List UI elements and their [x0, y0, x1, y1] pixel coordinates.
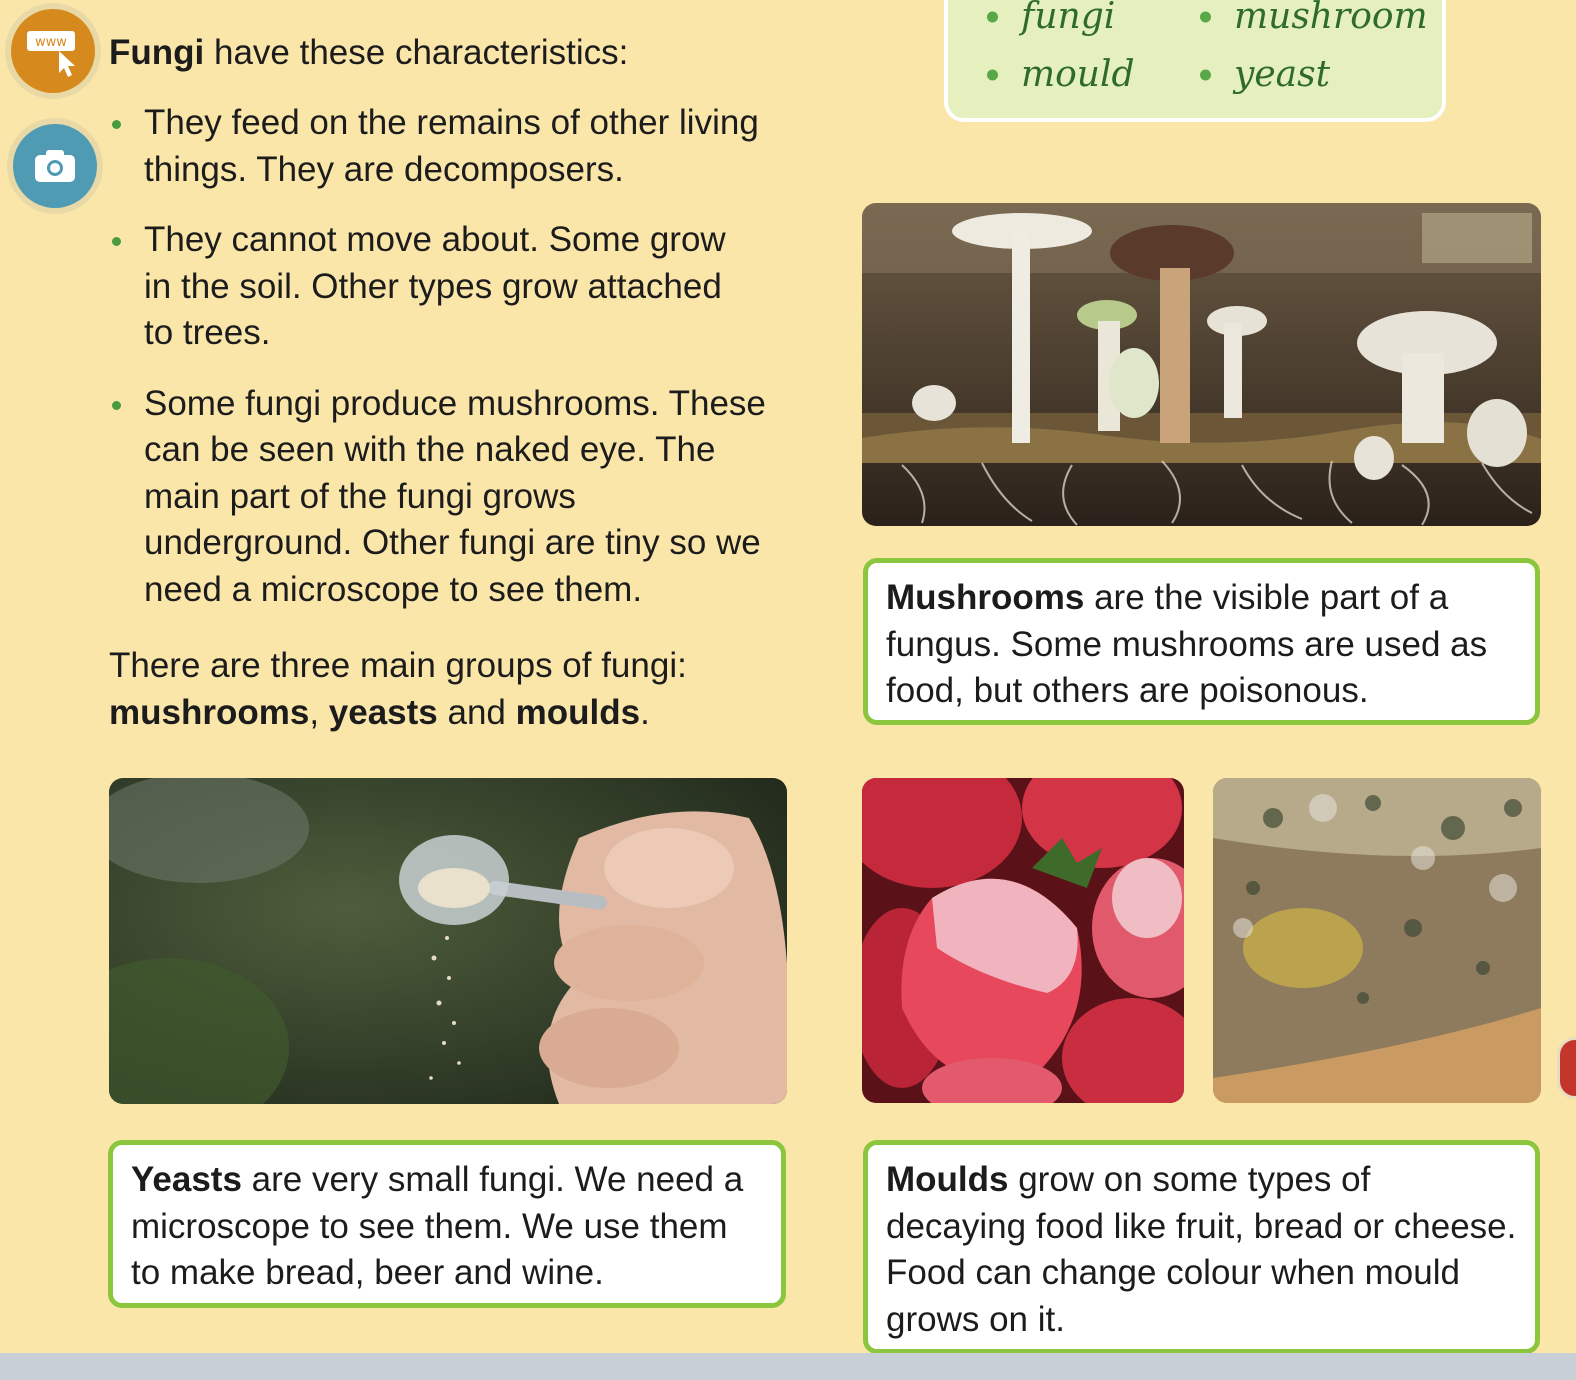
mushrooms-caption — [863, 558, 1540, 725]
caption-text: are very small fungi. We need a microscope to see them. We use them to make bread, beer and wine. — [131, 1160, 744, 1292]
intro-sentence — [109, 30, 628, 77]
page-edge-tab[interactable] — [1560, 1040, 1576, 1096]
vocab-word: mould — [1021, 54, 1135, 95]
key-words-box — [944, 0, 1446, 122]
yeast-photo — [109, 778, 787, 1104]
bottom-toolbar-strip — [0, 1353, 1576, 1380]
groups-line: There are three main groups of fungi: — [109, 646, 687, 685]
caption-term: Mushrooms — [886, 578, 1085, 617]
mouldy-bread-photo — [1213, 778, 1541, 1103]
yeasts-caption — [108, 1140, 786, 1308]
groups-sentence — [109, 643, 809, 736]
vocab-word: fungi — [1021, 0, 1116, 37]
website-link-button[interactable] — [11, 9, 95, 93]
www-link-icon — [23, 21, 83, 81]
svg-text:www: www — [35, 35, 67, 50]
separator: , — [309, 692, 329, 732]
caption-term: Yeasts — [131, 1160, 242, 1199]
list-item: Some fungi produce mushrooms. These can be seen with the naked eye. The main part of the fungi grows underground. Other fungi are tiny so we need a microscope to see them. — [109, 381, 784, 614]
vocab-word: yeast — [1234, 54, 1331, 95]
separator: and — [437, 692, 516, 732]
camera-button[interactable] — [13, 124, 97, 208]
characteristics-list — [109, 100, 799, 637]
camera-icon — [31, 146, 79, 186]
caption-text: are the visible part of a fungus. Some mushrooms are used as food, but others are poisonous. — [886, 578, 1488, 710]
mouldy-strawberries-photo — [862, 778, 1184, 1103]
group-mushrooms: mushrooms — [109, 692, 310, 732]
list-item: They feed on the remains of other living things. They are decomposers. — [109, 100, 799, 193]
separator: . — [640, 692, 650, 732]
group-yeasts: yeasts — [328, 692, 438, 732]
list-item: They cannot move about. Some grow in the soil. Other types grow attached to trees. — [109, 217, 744, 357]
caption-text: grow on some types of decaying food like fruit, bread or cheese. Food can change colour when mould grows on it. — [886, 1160, 1517, 1339]
mushroom-photo — [862, 203, 1541, 526]
group-moulds: moulds — [515, 692, 641, 732]
vocab-word: mushroom — [1234, 0, 1428, 37]
caption-term: Moulds — [886, 1160, 1009, 1199]
moulds-caption — [863, 1140, 1540, 1354]
intro-term: Fungi — [109, 33, 205, 72]
intro-rest: have these characteristics: — [204, 33, 629, 72]
